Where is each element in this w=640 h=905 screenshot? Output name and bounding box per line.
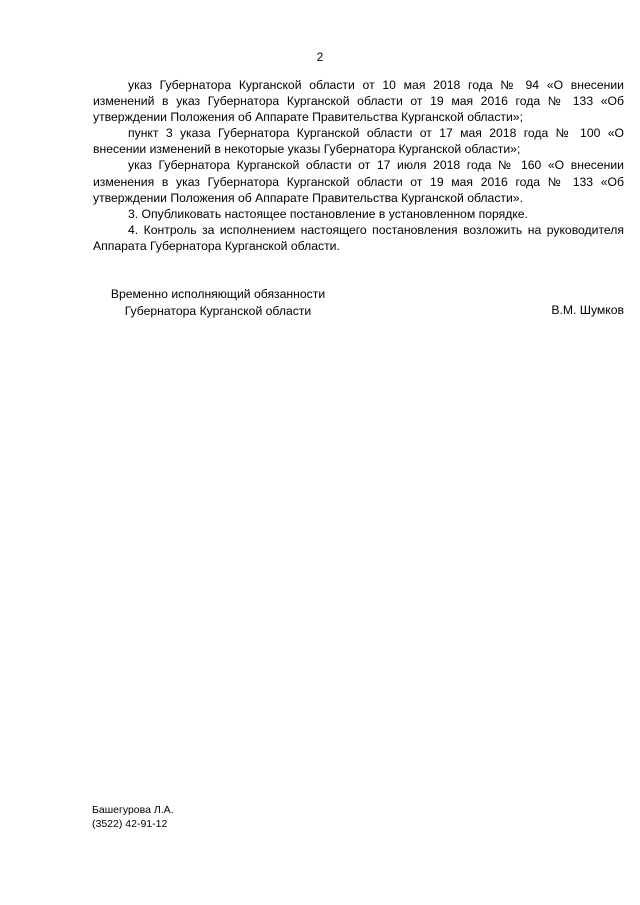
page-number: 2 (316, 50, 324, 64)
executor-name: Башегурова Л.А. (92, 804, 174, 816)
signatory-position-line2: Губернатора Курганской области (124, 303, 312, 318)
document-body (93, 77, 624, 254)
paragraph-publish: 3. Опубликовать настоящее постановление в установленном порядке. (128, 206, 528, 221)
paragraph-decree-100: пункт 3 указа Губернатора Курганской области от 17 мая 2018 года № 100 «О внесении изменений в некоторые указы Губернатора Курганской области»; (93, 126, 624, 157)
signatory-position-line1: Временно исполняющий обязанности (110, 287, 326, 301)
paragraph-control: 4. Контроль за исполнением настоящего постановления возложить на руководителя Аппарата Губернатора Курганской области. (93, 222, 624, 253)
executor-phone: (3522) 42-91-12 (92, 818, 168, 830)
paragraph-decree-94: указ Губернатора Курганской области от 10 мая 2018 года № 94 «О внесении изменений в указ Губернатора Курганской области от 19 мая 2016 года № 133 «Об утверждении Положения об Аппарате Правительства Курганской области»; (93, 78, 624, 125)
executor-info (92, 803, 174, 831)
paragraph-decree-160: указ Губернатора Курганской области от 17 июля 2018 года № 160 «О внесении изменения в указ Губернатора Курганской области от 19 мая 2016 года № 133 «Об утверждении Положения об Аппарате Правительства Курганской области». (93, 158, 624, 205)
signatory-name: В.М. Шумков (551, 303, 624, 317)
signatory-position (93, 286, 343, 319)
